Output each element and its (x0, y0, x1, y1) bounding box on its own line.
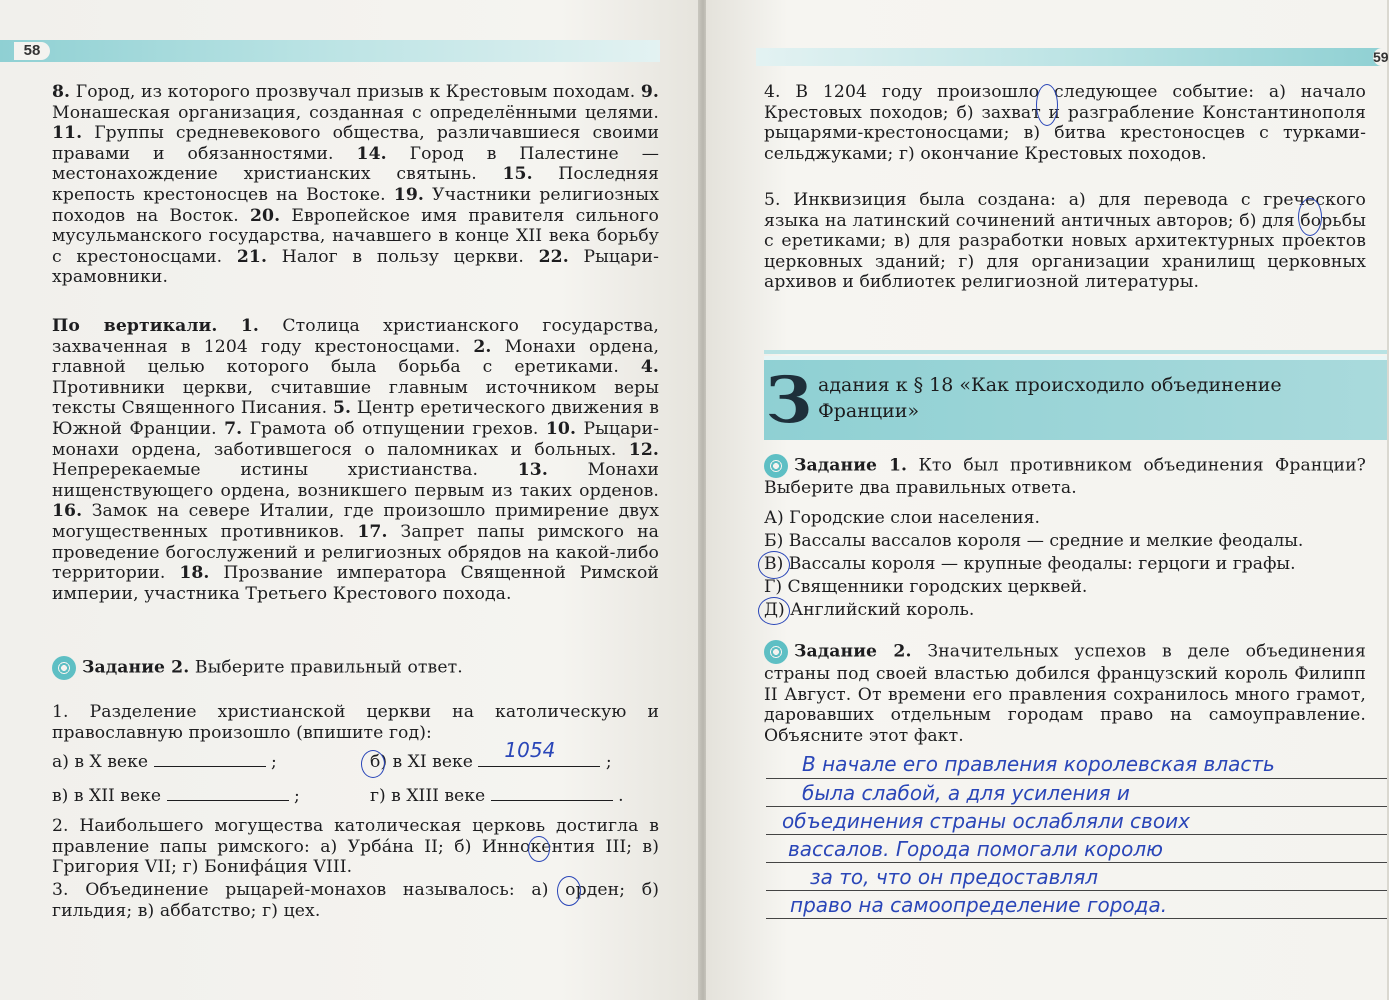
crossword-vertical-clues (52, 316, 659, 604)
section-18-header (764, 356, 1387, 440)
answer-circle-mark (1036, 84, 1058, 126)
q1-option-g: г) в XIII веке . (370, 786, 624, 806)
q1-option-b: б) в XI веке 1054 ; (370, 738, 612, 772)
q1-option-v: в) в XII веке ; (52, 786, 300, 806)
handwritten-answer-line-4[interactable]: вассалов. Города помогали королю (788, 837, 1163, 861)
page-number: 58 (14, 42, 50, 60)
writing-line (766, 918, 1387, 919)
task2-label: Задание 2. (82, 657, 190, 678)
section-title: адания к § 18 «Как происходило объединение Франции» (818, 374, 1282, 422)
task-1-heading (764, 454, 1366, 499)
answer-circle-mark (557, 876, 581, 906)
question-3: 3. Объединение рыцарей-монахов называлось: а) орден; б) гильдия; в) аббатство; г) цех. (52, 880, 659, 921)
option-b: Б) Вассалы вассалов короля — средние и мелкие феодалы. (764, 531, 1304, 551)
task2-instruction: Значительных успехов в деле объединения страны под своей властью добился французский король Филипп II Август. От времени его правления сохранилось много грамот, даровавших отдельным городам право на самоуправление. Объясните этот факт. (764, 641, 1366, 746)
writing-line (766, 778, 1387, 779)
section-divider (764, 350, 1387, 354)
q1-g-blank[interactable] (491, 786, 613, 801)
writing-line (766, 834, 1387, 835)
q1-option-b-text: б) в XI веке (370, 752, 473, 772)
q1-option-a: а) в X веке ; (52, 752, 277, 772)
page-header-bar (756, 48, 1387, 66)
task2-label: Задание 2. (794, 641, 912, 662)
task-flower-icon (52, 656, 76, 680)
writing-line (766, 862, 1387, 863)
task2-instruction: Выберите правильный ответ. (189, 657, 463, 678)
vertical-text: 1. Столица христианского государства, захваченная в 1204 году крестоносцами. 2. Монахи ордена, главной целью которого была борьба с еретиками. 4. Противники церкви, считавшие главным источником веры тексты Священного Писания. 5. Центр еретического движения в Южной Франции. 7. Грамота об отпущении грехов. 10. Рыцари-монахи ордена, заботившегося о паломниках и больных. 12. Непререкаемые истины христианства. 13. Монахи нищенствующего ордена, возникшего первым из таких орденов. 16. Замок на севере Италии, где произошло примирение двух могущественных противников. 17. Запрет папы римского на проведение богослужений и религиозных обрядов на какой-либо территории. 18. Прозвание императора Священной Римской империи, участника Третьего Крестового похода. (52, 316, 660, 604)
question-1: 1. Разделение христианской церкви на католическую и православную произошло (впишите год): (52, 702, 659, 743)
page-header-bar (0, 40, 660, 62)
handwritten-answer-line-3[interactable]: объединения страны ослабляли своих (782, 809, 1190, 833)
task1-instruction: Кто был противником объединения Франции? Выберите два правильных ответа. (764, 455, 1366, 498)
q1-a-blank[interactable] (154, 752, 266, 767)
task-flower-icon (764, 640, 788, 664)
answer-circle-mark (528, 836, 550, 862)
page-number: 59 (1373, 49, 1389, 65)
question-5: 5. Инквизиция была создана: а) для перевода с греческого языка на латинский сочинений античных авторов; б) для борьбы с еретиками; в) для разработки новых архитектурных проектов церковных зданий; г) для организации хранилищ церковных архивов и библиотек религиозной литературы. (764, 190, 1366, 293)
handwritten-answer-line-2[interactable]: была слабой, а для усиления и (802, 781, 1130, 805)
answer-circle-mark (758, 597, 790, 625)
handwritten-answer-line-1[interactable]: В начале его правления королевская власть (802, 752, 1275, 776)
task-flower-icon (764, 454, 788, 478)
q1-b-blank[interactable] (478, 738, 600, 767)
task-2-heading (52, 656, 659, 680)
option-g: Г) Священники городских церквей. (764, 577, 1088, 597)
handwritten-answer-line-5[interactable]: за то, что он предоставлял (810, 865, 1099, 889)
answer-circle-mark (758, 551, 790, 579)
q1-b-handwritten-answer: 1054 (504, 738, 556, 762)
vertical-label: По вертикали. (52, 316, 218, 336)
question-2: 2. Наибольшего могущества католическая церковь достигла в правление папы римского: а) Урба́на II; б) Иннокентия III; в) Григория VII; г) Бонифа́ция VIII. (52, 816, 659, 878)
q1-option-v-text: в) в XII веке (52, 786, 162, 806)
option-a: А) Городские слои населения. (764, 508, 1040, 528)
answer-circle-mark (1298, 198, 1322, 236)
q1-option-a-text: а) в X веке (52, 752, 149, 772)
option-v: В) Вассалы короля — крупные феодалы: герцоги и графы. (764, 554, 1296, 574)
decorative-initial: З (765, 363, 813, 438)
q1-v-blank[interactable] (167, 786, 289, 801)
right-page (706, 0, 1387, 1000)
q1-option-g-text: г) в XIII веке (370, 786, 486, 806)
answer-circle-mark (361, 750, 385, 778)
crossword-horizontal-clues: 8. Город, из которого прозвучал призыв к Крестовым походам. 9. Монашеская организация, созданная с определёнными целями. 11. Группы средневекового общества, различавшиеся своими правами и обязанностями. 14. Город в Палестине — местонахождение христианских святынь. 15. Последняя крепость крестоносцев на Востоке. 19. Участники религиозных походов на Восток. 20. Европейское имя правителя сильного мусульманского государства, начавшего в конце XII века борьбу с крестоносцами. 21. Налог в пользу церкви. 22. Рыцари-храмовники. (52, 82, 660, 288)
task1-label: Задание 1. (794, 455, 908, 476)
handwritten-answer-line-6[interactable]: право на самоопределение города. (790, 893, 1168, 917)
question-4: 4. В 1204 году произошло следующее событие: а) начало Крестовых походов; б) захват и разграбление Константинополя рыцарями-крестоносцами; в) битва крестоносцев с турками-сельджуками; г) окончание Крестовых походов. (764, 82, 1366, 164)
writing-line (766, 806, 1387, 807)
task-2-heading (764, 640, 1366, 746)
option-d: Д) Английский король. (764, 600, 975, 620)
writing-line (766, 890, 1387, 891)
